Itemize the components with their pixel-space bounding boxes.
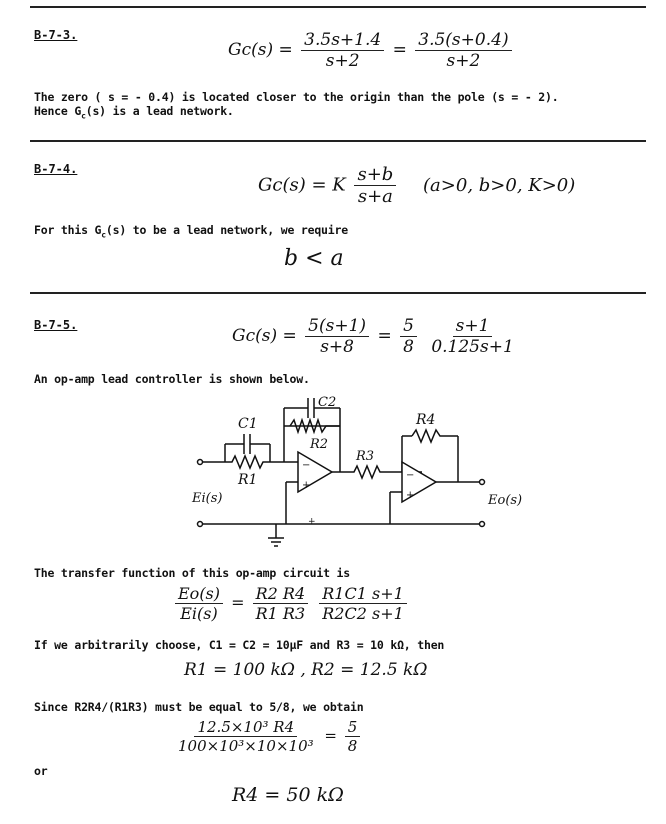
text-line bbox=[34, 223, 348, 239]
label-c1: C1 bbox=[238, 416, 258, 432]
eq-lhs: Gc(s) = bbox=[228, 40, 293, 60]
op-amp-circuit-diagram bbox=[190, 396, 530, 556]
resistor-r1 bbox=[225, 456, 270, 468]
calculation-equation bbox=[172, 718, 363, 755]
text-part: (s) is a lead network. bbox=[85, 104, 234, 118]
input-terminal bbox=[198, 460, 203, 465]
equals-sign: = bbox=[231, 593, 245, 612]
denominator: 100×10³×10×10³ bbox=[178, 737, 314, 755]
numerator: s+1 bbox=[453, 316, 493, 337]
label-r1: R1 bbox=[238, 472, 258, 488]
text-part: For this G bbox=[34, 223, 102, 237]
fraction bbox=[354, 164, 396, 207]
problem-id: B-7-5. bbox=[34, 318, 78, 332]
label-r2: R2 bbox=[310, 437, 329, 452]
eq-lhs: Gc(s) = K bbox=[258, 174, 346, 196]
equals-sign: = bbox=[324, 726, 337, 745]
denominator: s+8 bbox=[320, 337, 354, 357]
equation-gc-b74 bbox=[258, 164, 575, 207]
denominator: s+a bbox=[357, 186, 393, 207]
subscript: c bbox=[81, 111, 86, 121]
denominator: R1 R3 bbox=[255, 604, 306, 623]
resistor-values: R1 = 100 kΩ , R2 = 12.5 kΩ bbox=[184, 660, 428, 680]
equation-gc-b75 bbox=[232, 316, 520, 357]
text-line: An op-amp lead controller is shown below. bbox=[34, 372, 310, 386]
denominator: s+2 bbox=[446, 51, 481, 71]
resistor-r4 bbox=[412, 430, 458, 442]
text-part: Hence G bbox=[34, 104, 82, 118]
denominator: s+2 bbox=[325, 51, 360, 71]
denominator: Ei(s) bbox=[180, 604, 218, 623]
denominator: 0.125s+1 bbox=[431, 337, 514, 357]
label-eo: Eo(s) bbox=[488, 493, 523, 508]
svg-text:−: − bbox=[406, 470, 415, 481]
svg-text:+: + bbox=[406, 490, 415, 501]
fraction bbox=[301, 30, 384, 71]
label-ei: Ei(s) bbox=[192, 491, 223, 506]
text-line: If we arbitrarily choose, C1 = C2 = 10µF and R3 = 10 kΩ, then bbox=[34, 638, 445, 652]
fraction bbox=[305, 316, 369, 357]
text-line bbox=[34, 104, 234, 120]
svg-text:+: + bbox=[302, 480, 311, 491]
svg-text:−: − bbox=[302, 460, 311, 471]
fraction bbox=[400, 316, 417, 357]
result-inequality: b < a bbox=[284, 246, 344, 271]
text-line: The transfer function of this op-amp circuit is bbox=[34, 566, 351, 580]
fraction bbox=[253, 584, 309, 623]
numerator: R2 R4 bbox=[253, 584, 309, 604]
fraction bbox=[175, 584, 223, 623]
output-terminal bbox=[480, 480, 485, 485]
section-divider bbox=[30, 6, 646, 8]
eq-lhs: Gc(s) = bbox=[232, 326, 297, 346]
fraction bbox=[345, 718, 361, 755]
equals-sign: = bbox=[377, 326, 392, 346]
fraction bbox=[319, 584, 407, 623]
equals-sign: = bbox=[392, 40, 407, 60]
text-or: or bbox=[34, 764, 48, 778]
label-r4: R4 bbox=[416, 412, 436, 428]
resistor-r3 bbox=[348, 466, 402, 478]
fraction bbox=[175, 718, 317, 755]
equation-gc-b73 bbox=[228, 30, 515, 71]
problem-id: B-7-4. bbox=[34, 162, 78, 176]
conditions: (a>0, b>0, K>0) bbox=[423, 174, 576, 196]
numerator: 5 bbox=[345, 718, 361, 737]
numerator: 3.5s+1.4 bbox=[301, 30, 384, 51]
section-divider bbox=[30, 140, 646, 142]
numerator: 5 bbox=[400, 316, 417, 337]
denominator: R2C2 s+1 bbox=[322, 604, 404, 623]
text-part: (s) to be a lead network, we require bbox=[105, 223, 348, 237]
denominator: 8 bbox=[403, 337, 414, 357]
svg-text:+: + bbox=[308, 517, 316, 527]
section-divider bbox=[30, 292, 646, 294]
fraction bbox=[428, 316, 516, 357]
problem-id: B-7-3. bbox=[34, 28, 78, 42]
numerator: 5(s+1) bbox=[305, 316, 369, 337]
numerator: s+b bbox=[354, 164, 396, 186]
label-c2: C2 bbox=[318, 396, 337, 410]
numerator: R1C1 s+1 bbox=[319, 584, 407, 604]
transfer-function-equation bbox=[172, 584, 410, 623]
numerator: Eo(s) bbox=[175, 584, 223, 604]
fraction bbox=[415, 30, 511, 71]
subscript: c bbox=[101, 230, 106, 240]
denominator: 8 bbox=[347, 737, 358, 755]
final-result: R4 = 50 kΩ bbox=[232, 784, 344, 806]
label-r3: R3 bbox=[356, 449, 375, 464]
numerator: 12.5×10³ R4 bbox=[194, 718, 297, 737]
text-line: Since R2R4/(R1R3) must be equal to 5/8, we obtain bbox=[34, 700, 364, 714]
numerator: 3.5(s+0.4) bbox=[415, 30, 511, 51]
text-line: The zero ( s = - 0.4) is located closer to the origin than the pole (s = - 2). bbox=[34, 90, 559, 104]
